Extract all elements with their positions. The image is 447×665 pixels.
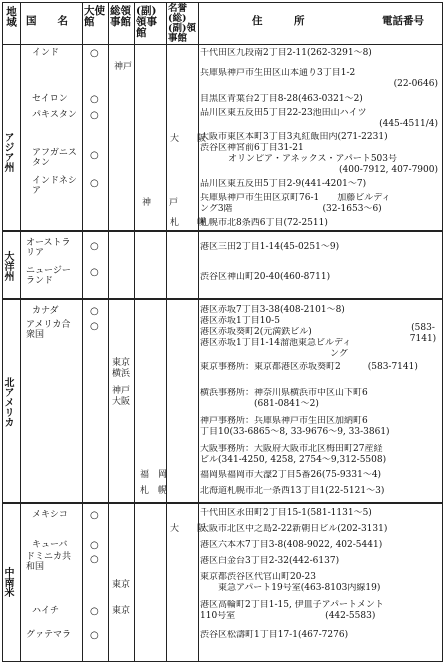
embassy-mark: ○: [90, 540, 99, 551]
address-indonesia-sapporo: 札幌市北8条西6丁目(72-2511): [200, 218, 328, 228]
country-indonesia-line2: ア: [32, 186, 42, 196]
address-guatemala: 渋谷区松濤町1丁目17-1(467-7276): [200, 630, 349, 640]
country-usa-line1: アメリカ合: [26, 320, 71, 330]
address-usa-tokyo-office: 東京事務所：東京都港区赤坂葵町2 (583-7141): [200, 362, 418, 372]
address-usa-sapporo: 北海道札幌市北一条西13丁目1(22-5121～3): [200, 486, 385, 496]
embassy-mark: ○: [90, 110, 99, 121]
address-usa-yokohama-office: 横浜事務所：神奈川県横浜市中区山下町6: [200, 388, 368, 398]
address-dominica: 港区白金台3丁目2-32(442-6137): [200, 556, 340, 566]
address-pakistan: 品川区東五反田5丁目22-23池田山ハイツ: [200, 108, 367, 118]
header-address: 住 所: [252, 15, 305, 27]
embassy-mark: ○: [90, 321, 99, 332]
address-indonesia-kobe-2: ング3階 (32-1653～6): [200, 204, 382, 214]
address-mexico-osaka: 大阪市北区中之島2-22新朝日ビル(202-3131): [200, 524, 388, 534]
embassy-mark: ○: [90, 178, 99, 189]
embassy-mark: ○: [90, 241, 99, 252]
country-dominica-line1: ドミニカ共: [26, 552, 72, 562]
country-new-zealand-line1: ニュージー: [26, 266, 71, 276]
header-consulate-general: 総領事館: [110, 5, 131, 28]
country-new-zealand-line2: ランド: [26, 276, 54, 286]
vice-consulate-kobe: 神 戸: [142, 198, 179, 208]
col-line: [20, 2, 21, 662]
region-central-south-america: 中南米: [2, 567, 13, 597]
vice-consulate-sapporo: 札 幌: [140, 486, 168, 496]
address-ceylon: 目黒区青葉台2丁目8-28(463-0321～2): [200, 94, 363, 104]
address-usa-kobe-office-2: 丁目10(33-6865～8, 33-9676～9, 33-3861): [200, 427, 390, 437]
country-australia: [26, 238, 71, 258]
consulate-table: [2, 2, 443, 662]
country-dominican-republic: [26, 552, 71, 572]
header-phone: 電話番号: [382, 15, 424, 27]
address-cuba: 港区六本木7丁目3-8(408-9022, 402-5441): [200, 540, 383, 550]
country-indonesia-line1: インドネシ: [32, 176, 77, 186]
phone-usa-yokohama: (681-0841～2): [200, 399, 319, 409]
col-line: [82, 2, 83, 662]
honorary-osaka: 大 阪: [170, 134, 207, 144]
address-dominica-tokyo: 東京都渋谷区代官山町20-23: [200, 572, 316, 582]
country-afghanistan-line2: タン: [32, 158, 51, 168]
country-australia-line2: リア: [26, 248, 45, 258]
country-ceylon: セイロン: [32, 94, 68, 104]
address-indonesia: 品川区東五反田5丁目2-9(441-4201～7): [200, 179, 367, 189]
vice-consulate-fukuoka: 福 岡: [140, 470, 168, 480]
region-asia: アジア州: [2, 132, 13, 172]
consulate-tokyo-dominica: 東京: [112, 580, 131, 590]
address-canada: 港区赤坂7丁目3-38(408-2101～8): [200, 305, 345, 315]
header-embassy: 大使館: [84, 5, 105, 28]
header-country: 国 名: [26, 15, 68, 27]
country-mexico: メキシコ: [32, 510, 68, 520]
country-india: インド: [32, 48, 60, 58]
address-india-kobe: 兵庫県神戸市生田区山本通り3丁目1-2: [200, 68, 356, 78]
section-divider: [2, 502, 443, 504]
country-usa-line2: 衆国: [26, 330, 45, 340]
address-indonesia-kobe: 兵庫県神戸市生田区京町76-1 加藤ビルディ: [200, 193, 391, 203]
embassy-mark: ○: [90, 554, 99, 565]
consulate-kobe: 神戸: [114, 62, 133, 72]
header-honorary-consulate: 名誉(総)(副)領事館: [168, 3, 196, 44]
address-afghanistan-2: オリンピア・アネックス・アパート503号: [228, 154, 398, 164]
col-line: [198, 2, 199, 662]
col-line: [442, 2, 443, 662]
embassy-mark: ○: [90, 630, 99, 641]
region-north-america: 北アメリカ: [2, 377, 13, 427]
embassy-mark: ○: [90, 306, 99, 317]
country-canada: カナダ: [32, 306, 59, 316]
consulate-tokyo-haiti: 東京: [112, 606, 131, 616]
embassy-mark: ○: [90, 510, 99, 521]
phone-usa: (583-7141): [409, 323, 437, 344]
address-usa-osaka-office-2: ビル(341-4250, 4258, 2754～9,312-5508): [200, 455, 387, 465]
country-indonesia: [32, 176, 77, 196]
country-new-zealand: [26, 266, 71, 286]
address-pakistan-osaka: 大阪市東区本町3丁目3丸紅飯田内(271-2231): [200, 132, 388, 142]
country-haiti: ハイチ: [32, 606, 60, 616]
phone-india-kobe: (22-0646): [393, 79, 438, 89]
consulate-kobe-osaka: 神戸 大阪: [112, 386, 131, 407]
honorary-osaka-mexico: 大 阪: [170, 524, 207, 534]
region-oceania: 大洋州: [2, 251, 13, 281]
country-afghanistan: [32, 148, 77, 168]
embassy-mark: ○: [90, 94, 99, 105]
address-australia: 港区三田2丁目1-14(45-0251～9): [200, 242, 340, 252]
address-usa-4: ング: [330, 349, 348, 359]
col-line: [134, 2, 135, 662]
country-usa: [26, 320, 70, 340]
country-pakistan: パキスタン: [32, 110, 77, 120]
embassy-mark: ○: [90, 48, 99, 59]
address-india: 千代田区九段南2丁目2-11(262-3291～8): [200, 48, 372, 58]
address-dominica-tokyo-2: 東急アパート19号室(463-8103内線19): [200, 583, 381, 593]
table-border-top: [2, 2, 443, 3]
address-afghanistan: 渋谷区神宮前6丁目31-21: [200, 143, 304, 153]
country-guatemala: グァテマラ: [26, 630, 72, 640]
country-cuba: キューバ: [32, 540, 68, 550]
country-australia-line1: オーストラ: [26, 238, 71, 248]
col-line: [2, 2, 3, 662]
header-vice-consulate: (副)領事館: [136, 5, 157, 39]
col-line: [166, 2, 167, 662]
address-new-zealand: 渋谷区神山町20-40(460-8711): [200, 272, 331, 282]
address-haiti: 港区高輪町2丁目1-15, 伊皿子アパートメント: [200, 600, 384, 610]
header-divider: [2, 44, 443, 45]
country-afghanistan-line1: アフガニス: [32, 148, 77, 158]
address-usa-2: 港区赤坂葵町2(元満鉄ビル): [200, 327, 312, 337]
phone-afghanistan: (400-7912, 407-7900): [339, 165, 438, 175]
honorary-sapporo: 札 幌: [170, 218, 207, 228]
address-usa-osaka-office: 大阪事務所：大阪府大阪市北区梅田町27産経: [200, 444, 383, 454]
consulate-tokyo-yokohama: 東京 横浜: [112, 358, 131, 379]
address-mexico: 千代田区永田町2丁目15-1(581-1131～5): [200, 508, 372, 518]
phone-pakistan: (445-4511/4): [379, 119, 438, 129]
table-border-bottom: [2, 661, 443, 662]
embassy-mark: ○: [90, 606, 99, 617]
address-haiti-2: 110号室 (442-5583): [200, 611, 376, 621]
address-usa-3: 港区赤坂1丁目1-14溜池東急ビルディ: [200, 338, 352, 348]
address-usa-1: 港区赤坂1丁目10-5: [200, 316, 280, 326]
embassy-mark: ○: [90, 267, 99, 278]
address-usa-fukuoka: 福岡県福岡市大濠2丁目5番26(75-9331～4): [200, 470, 382, 480]
embassy-mark: ○: [90, 150, 99, 161]
col-line: [108, 2, 109, 662]
address-usa-kobe-office: 神戸事務所：兵庫県神戸市生田区加納町6: [200, 416, 368, 426]
header-region: 地域: [5, 6, 17, 27]
section-divider: [2, 230, 443, 232]
section-divider: [2, 298, 443, 300]
country-dominica-line2: 和国: [26, 562, 45, 572]
